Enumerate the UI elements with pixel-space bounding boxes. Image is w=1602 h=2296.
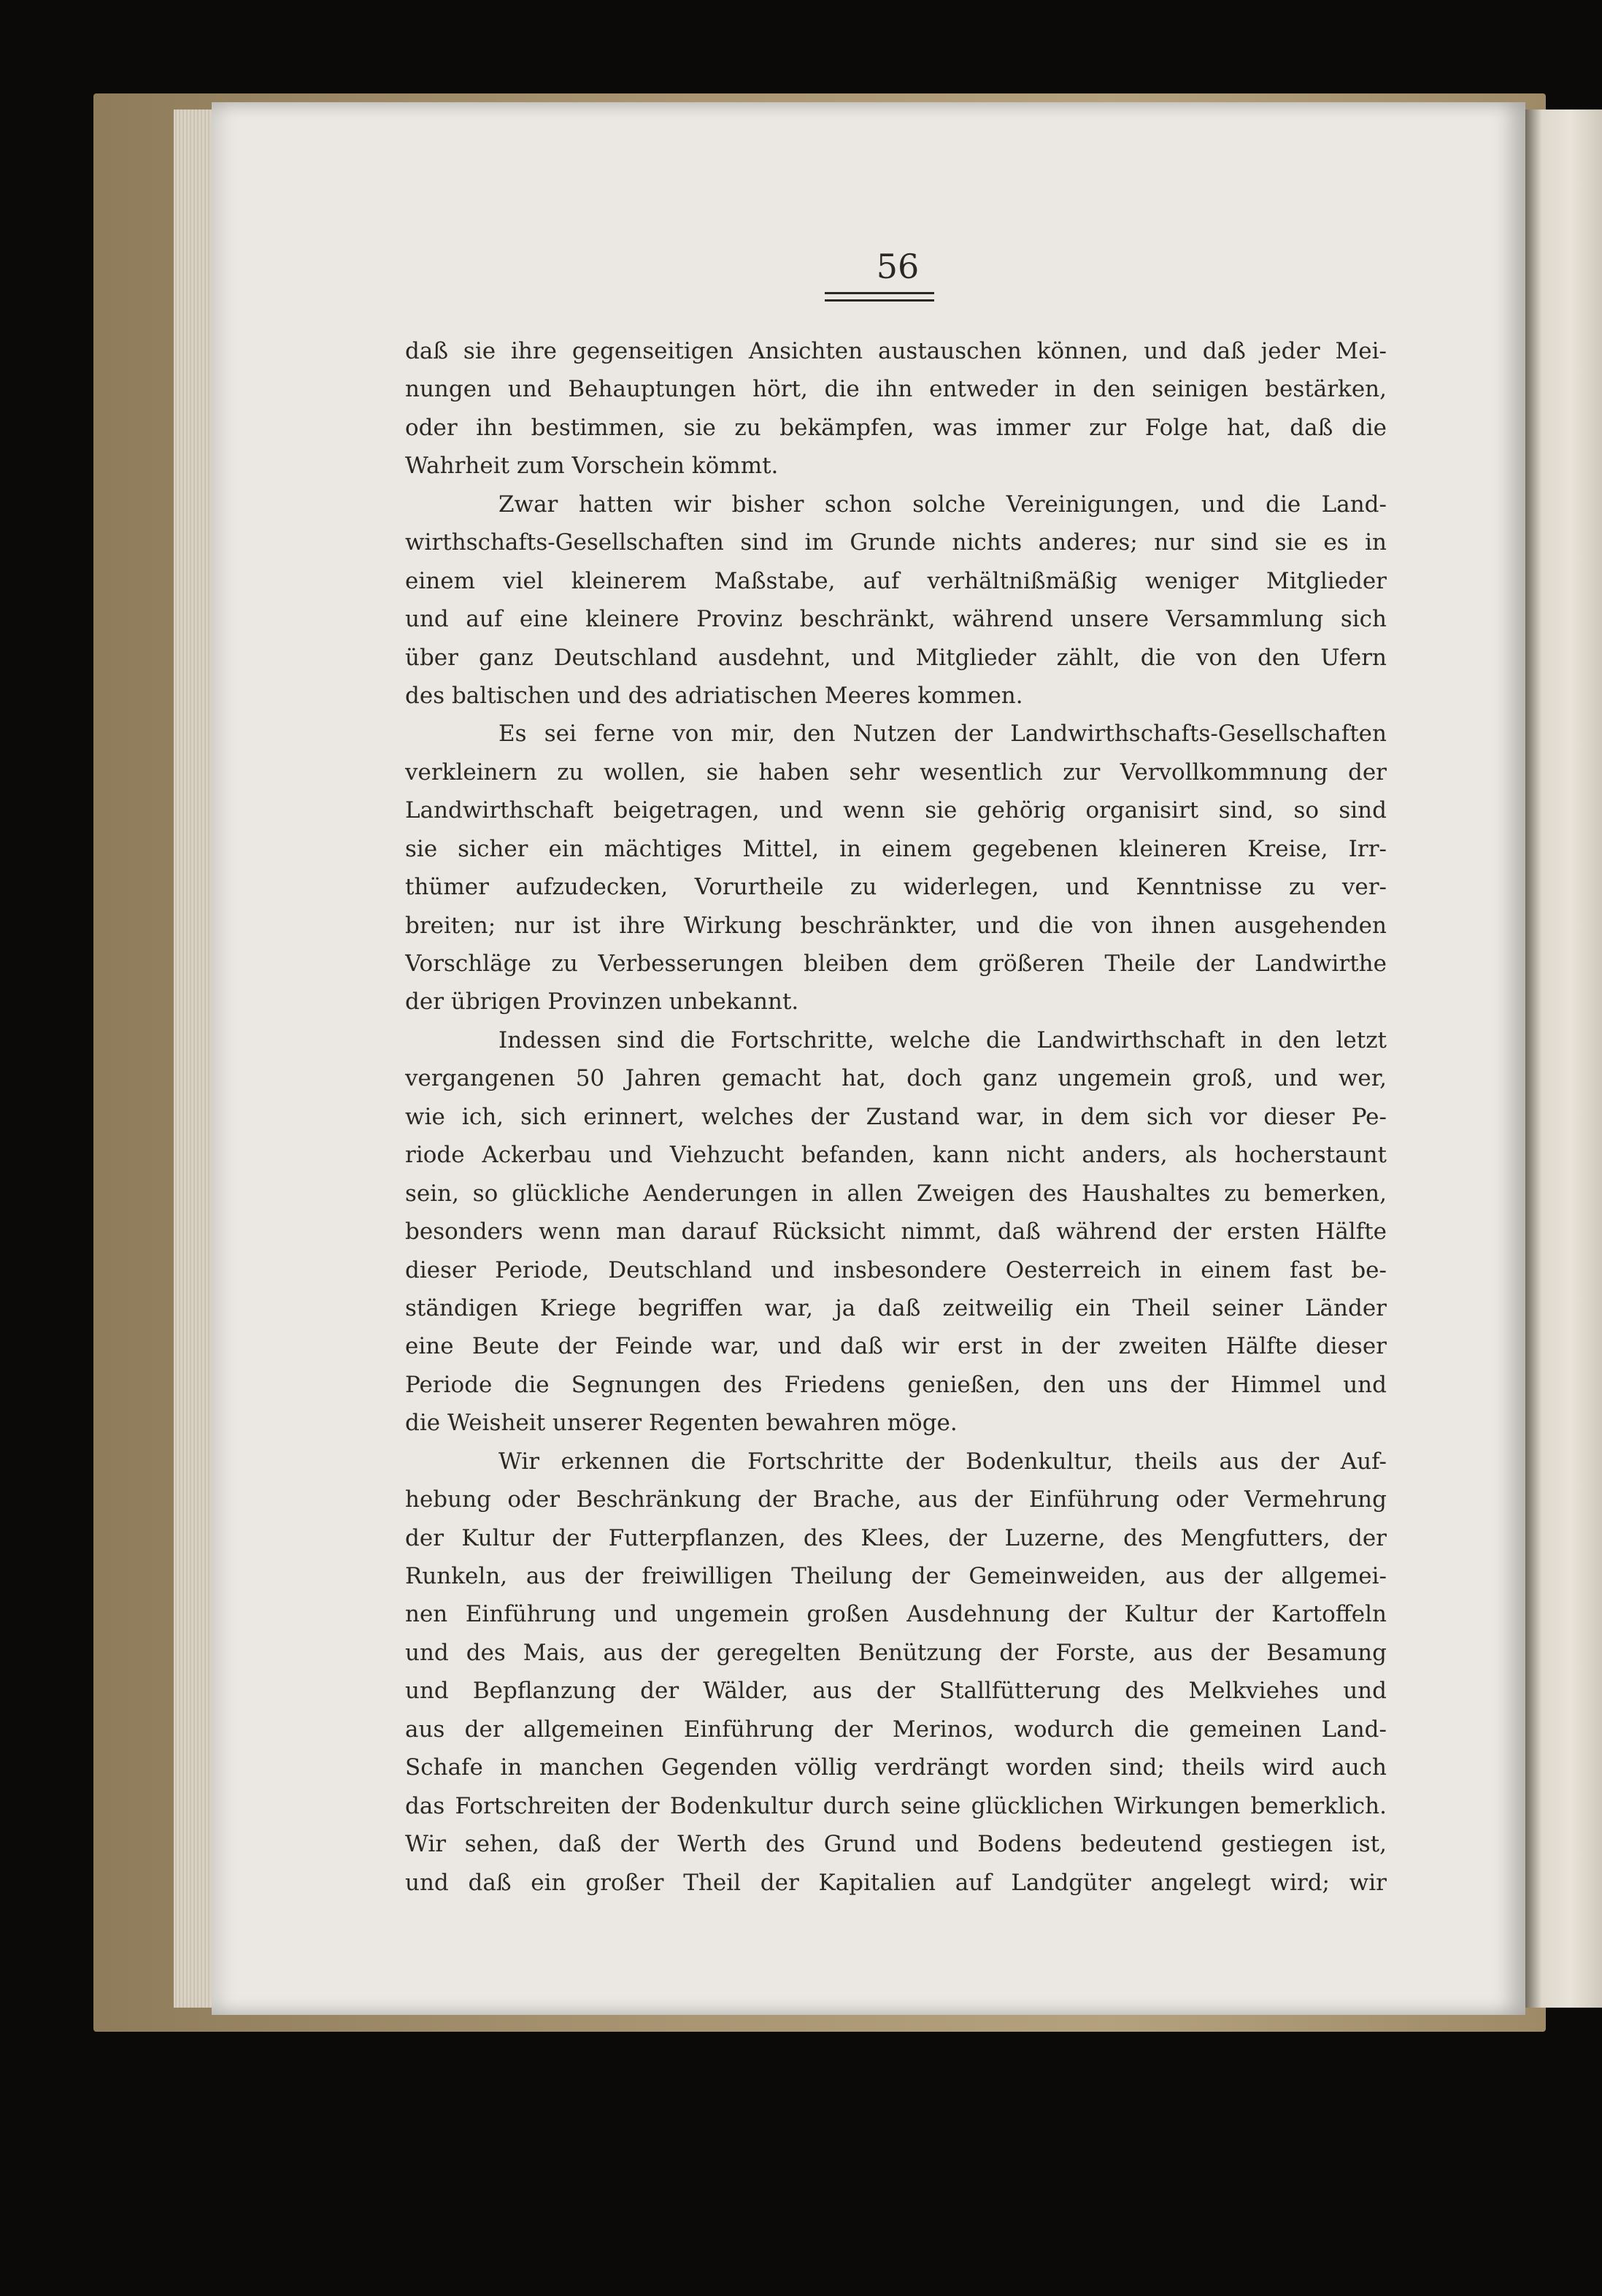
text-line: sie sicher ein mächtiges Mittel, in einem gegebenen kleineren Kreise, Irr- — [405, 835, 1387, 862]
text-line: der Kultur der Futterpflanzen, des Klees, der Luzerne, des Mengfutters, der — [405, 1524, 1387, 1551]
text-line: des baltischen und des adriatischen Meeres kommen. — [405, 682, 1023, 709]
text-line: nen Einführung und ungemein großen Ausdehnung der Kultur der Kartoffeln — [405, 1601, 1387, 1628]
body-text — [405, 332, 1387, 1902]
text-line: über ganz Deutschland ausdehnt, und Mitglieder zählt, die von den Ufern — [405, 644, 1387, 671]
text-line: einem viel kleinerem Maßstabe, auf verhältnißmäßig weniger Mitglieder — [405, 567, 1387, 594]
text-line: daß sie ihre gegenseitigen Ansichten austauschen können, und daß jeder Mei- — [405, 338, 1387, 364]
text-line: Vorschläge zu Verbesserungen bleiben dem größeren Theile der Landwirthe — [405, 951, 1387, 977]
text-line: oder ihn bestimmen, sie zu bekämpfen, was immer zur Folge hat, daß die — [405, 414, 1387, 441]
text-line: Landwirthschaft beigetragen, und wenn sie gehörig organisirt sind, so sind — [405, 797, 1387, 824]
text-line: Wir sehen, daß der Werth des Grund und Bodens bedeutend gestiegen ist, — [405, 1831, 1387, 1858]
text-line: sein, so glückliche Aenderungen in allen Zweigen des Haushaltes zu bemerken, — [405, 1180, 1387, 1207]
text-line: Wahrheit zum Vorschein kömmt. — [405, 453, 779, 480]
text-line: wie ich, sich erinnert, welches der Zustand war, in dem sich vor dieser Pe- — [405, 1103, 1387, 1130]
text-line: der übrigen Provinzen unbekannt. — [405, 988, 799, 1015]
facing-page-edge — [1522, 110, 1602, 2008]
text-line: Zwar hatten wir bisher schon solche Vereinigungen, und die Land- — [498, 491, 1387, 518]
text-line: das Fortschreiten der Bodenkultur durch seine glücklichen Wirkungen bemerklich. — [405, 1792, 1387, 1819]
header-rule-bottom — [825, 299, 934, 302]
text-line: eine Beute der Feinde war, und daß wir erst in der zweiten Hälfte dieser — [405, 1333, 1387, 1360]
text-line: riode Ackerbau und Viehzucht befanden, kann nicht anders, als hocherstaunt — [405, 1142, 1387, 1169]
text-line: Periode die Segnungen des Friedens genießen, den uns der Himmel und — [405, 1371, 1387, 1398]
text-line: Es sei ferne von mir, den Nutzen der Landwirthschafts-Gesellschaften — [498, 721, 1387, 748]
text-line: die Weisheit unserer Regenten bewahren möge. — [405, 1410, 958, 1437]
text-line: aus der allgemeinen Einführung der Merinos, wodurch die gemeinen Land- — [405, 1716, 1387, 1743]
text-line: Runkeln, aus der freiwilligen Theilung der Gemeinweiden, aus der allgemei- — [405, 1563, 1387, 1589]
text-line: verkleinern zu wollen, sie haben sehr wesentlich zur Vervollkommnung der — [405, 759, 1387, 786]
text-line: hebung oder Beschränkung der Brache, aus der Einführung oder Vermehrung — [405, 1486, 1387, 1513]
text-line: breiten; nur ist ihre Wirkung beschränkter, und die von ihnen ausgehenden — [405, 912, 1387, 939]
text-line: und Bepflanzung der Wälder, aus der Stallfütterung des Melkviehes und — [405, 1678, 1387, 1705]
header-rule-top — [825, 292, 934, 294]
text-line: ständigen Kriege begriffen war, ja daß zeitweilig ein Theil seiner Länder — [405, 1294, 1387, 1321]
text-line: vergangenen 50 Jahren gemacht hat, doch ganz ungemein groß, und wer, — [405, 1065, 1387, 1092]
text-line: thümer aufzudecken, Vorurtheile zu widerlegen, und Kenntnisse zu ver- — [405, 874, 1387, 901]
text-line: nungen und Behauptungen hört, die ihn entweder in den seinigen bestärken, — [405, 376, 1387, 403]
page-number: 56 — [876, 247, 920, 286]
text-line: und daß ein großer Theil der Kapitalien auf Landgüter angelegt wird; wir — [405, 1869, 1387, 1896]
page-edges — [174, 110, 217, 2008]
text-line: Indessen sind die Fortschritte, welche die Landwirthschaft in den letzt — [498, 1026, 1387, 1053]
text-line: Wir erkennen die Fortschritte der Bodenkultur, theils aus der Auf- — [498, 1448, 1387, 1475]
text-line: wirthschafts-Gesellschaften sind im Grunde nichts anderes; nur sind sie es in — [405, 529, 1387, 556]
text-line: und des Mais, aus der geregelten Benützung der Forste, aus der Besamung — [405, 1639, 1387, 1666]
text-line: dieser Periode, Deutschland und insbesondere Oesterreich in einem fast be- — [405, 1256, 1387, 1283]
text-line: und auf eine kleinere Provinz beschränkt, während unsere Versammlung sich — [405, 606, 1387, 633]
text-line: besonders wenn man darauf Rücksicht nimmt, daß während der ersten Hälfte — [405, 1218, 1387, 1245]
text-line: Schafe in manchen Gegenden völlig verdrängt worden sind; theils wird auch — [405, 1754, 1387, 1781]
